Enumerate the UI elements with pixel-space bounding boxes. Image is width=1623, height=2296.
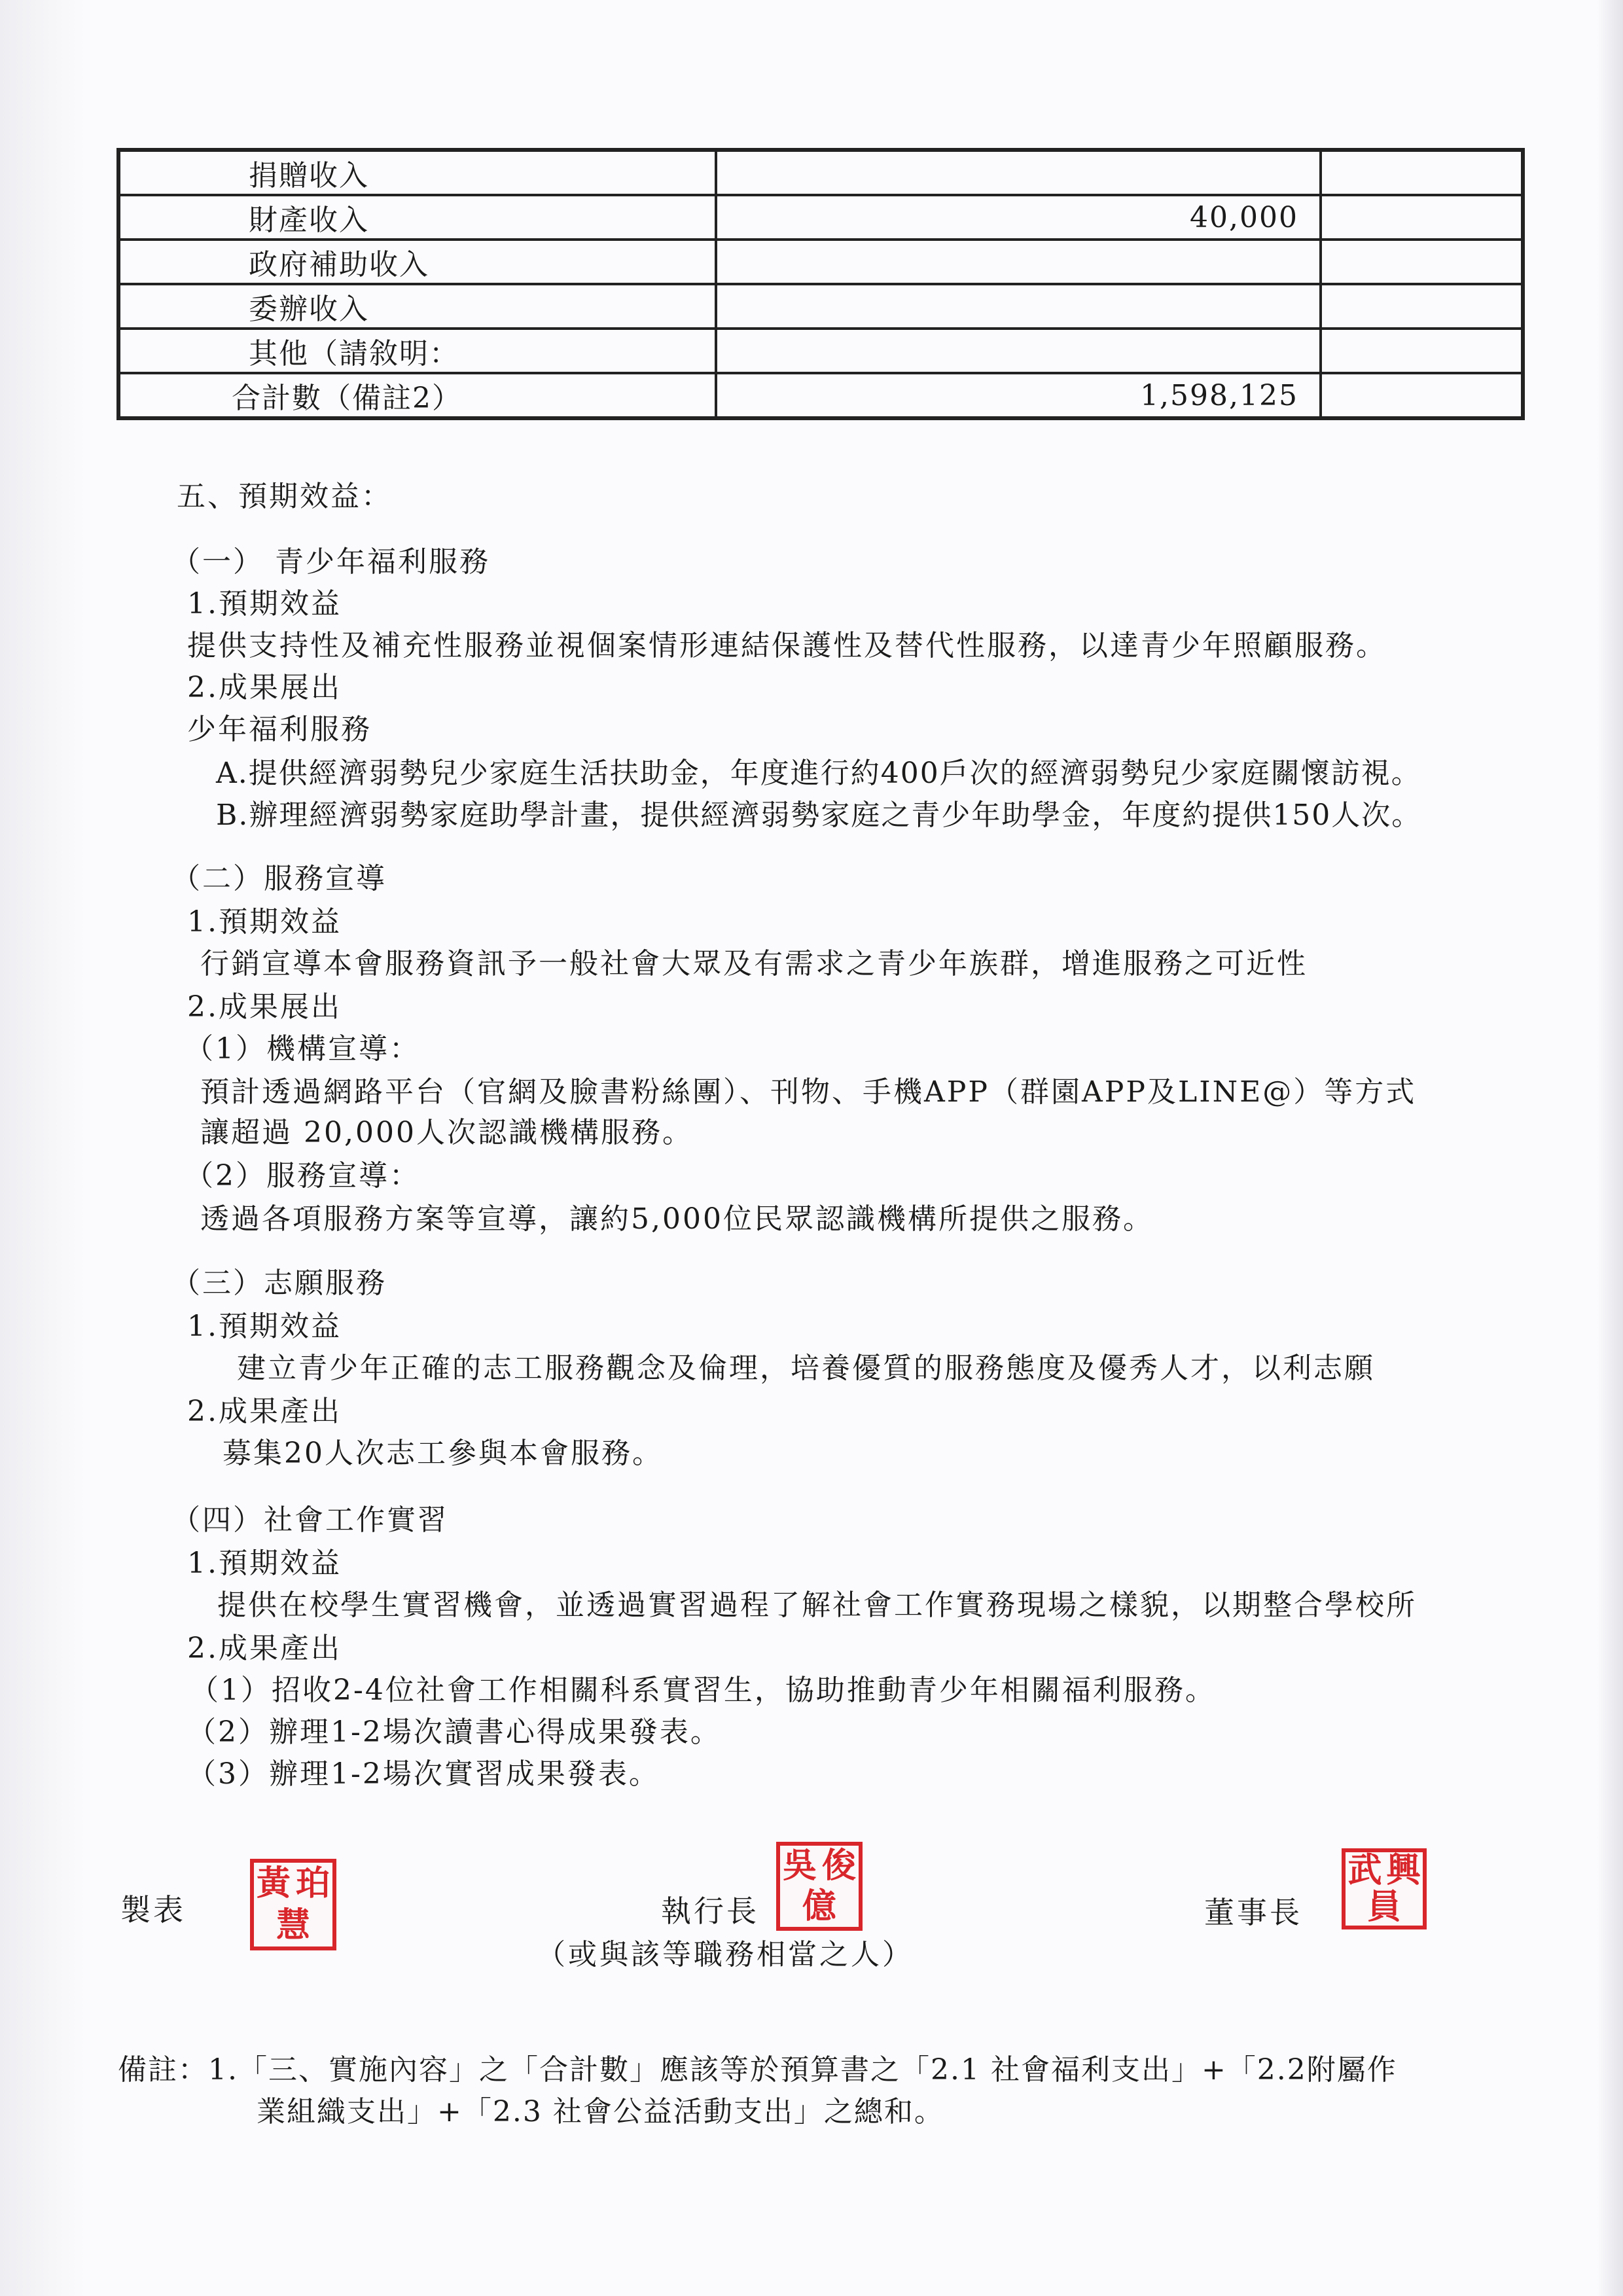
s2-item1-text: 行銷宣導本會服務資訊予一般社會大眾及有需求之青少年族群，增進服務之可近性 [200,947,1308,980]
income-label: 財產收入 [118,195,716,240]
s2-item1: 1.預期效益 [187,905,342,939]
income-label: 其他（請敘明： [118,329,716,373]
seal-char: 黃 [256,1863,291,1903]
s2-point-1-text1: 預計透過網路平台（官網及臉書粉絲團）、刊物、手機APP（群園APP及LINE@）等方式 [200,1075,1417,1109]
s1-point-a: A.提供經濟弱勢兒少家庭生活扶助金，年度進行約400戶次的經濟弱勢兒少家庭關懷訪視。 [216,757,1421,790]
s4-item2: 2.成果產出 [187,1632,342,1665]
income-amount: 40,000 [716,195,1321,240]
s1-sub: 少年福利服務 [187,713,372,746]
income-label: 政府補助收入 [118,240,716,284]
s4-output-3: （3）辦理1-2場次實習成果發表。 [187,1757,660,1791]
seal-char: 武 [1347,1850,1382,1890]
s2-point-1-text2: 讓超過 20,000人次認識機構服務。 [200,1116,693,1149]
s3-item1: 1.預期效益 [187,1310,342,1343]
total-amount: 1,598,125 [716,373,1321,418]
s1-item1-text: 提供支持性及補充性服務並視個案情形連結保護性及替代性服務，以達青少年照顧服務。 [187,629,1387,662]
income-label: 委辦收入 [118,284,716,329]
seal-char: 吳 [782,1846,817,1886]
ceo-seal [776,1842,863,1931]
s4-item1: 1.預期效益 [187,1547,342,1580]
s3-item2: 2.成果產出 [187,1395,342,1428]
s3-title: （三）志願服務 [171,1266,387,1300]
chair-seal [1342,1848,1427,1929]
seal-char: 慧 [276,1905,310,1945]
note-line-2: 業組織支出」+「2.3 社會公益活動支出」之總和。 [257,2095,944,2128]
s2-point-2: （2）服務宣導： [185,1159,420,1193]
s4-output-2: （2）辦理1-2場次讀書心得成果發表。 [187,1715,721,1749]
s2-item2: 2.成果展出 [187,990,342,1024]
s4-output-1: （1）招收2-4位社會工作相關科系實習生，協助推動青少年相關福利服務。 [190,1674,1216,1707]
seal-char: 興 [1386,1850,1421,1890]
chair-label: 董事長 [1204,1895,1302,1930]
seal-char: 億 [802,1886,836,1926]
s4-item1-text: 提供在校學生實習機會，並透過實習過程了解社會工作實務現場之樣貌，以期整合學校所 [217,1588,1417,1622]
seal-char: 員 [1366,1887,1401,1927]
s4-title: （四）社會工作實習 [171,1503,448,1537]
s2-point-2-text: 透過各項服務方案等宣導，讓約5,000位民眾認識機構所提供之服務。 [200,1202,1154,1236]
s1-item2: 2.成果展出 [187,671,342,704]
s2-title: （二）服務宣導 [171,862,387,895]
seal-char: 珀 [295,1863,330,1903]
s1-point-b: B.辦理經濟弱勢家庭助學計畫，提供經濟弱勢家庭之青少年助學金，年度約提供150人次。 [216,798,1422,832]
ceo-label: 執行長 [661,1893,759,1929]
total-label: 合計數（備註2） [118,373,716,418]
preparer-label: 製表 [120,1892,186,1928]
section-heading: 五、預期效益： [177,480,392,513]
s1-title: （一） 青少年福利服務 [171,545,490,579]
s1-item1: 1.預期效益 [187,587,342,620]
income-label: 捐贈收入 [118,150,716,195]
preparer-seal [250,1859,336,1950]
seal-char: 俊 [821,1846,856,1886]
note-line-1: 備註：1.「三、實施內容」之「合計數」應該等於預算書之「2.1 社會福利支出」+「2.2附屬作 [118,2053,1397,2087]
s2-point-1: （1）機構宣導： [185,1032,420,1066]
s3-item2-text: 募集20人次志工參與本會服務。 [223,1437,663,1470]
ceo-note: （或與該等職務相當之人） [537,1938,914,1971]
s3-item1-text: 建立青少年正確的志工服務觀念及倫理，培養優質的服務態度及優秀人才，以利志願 [237,1352,1375,1385]
